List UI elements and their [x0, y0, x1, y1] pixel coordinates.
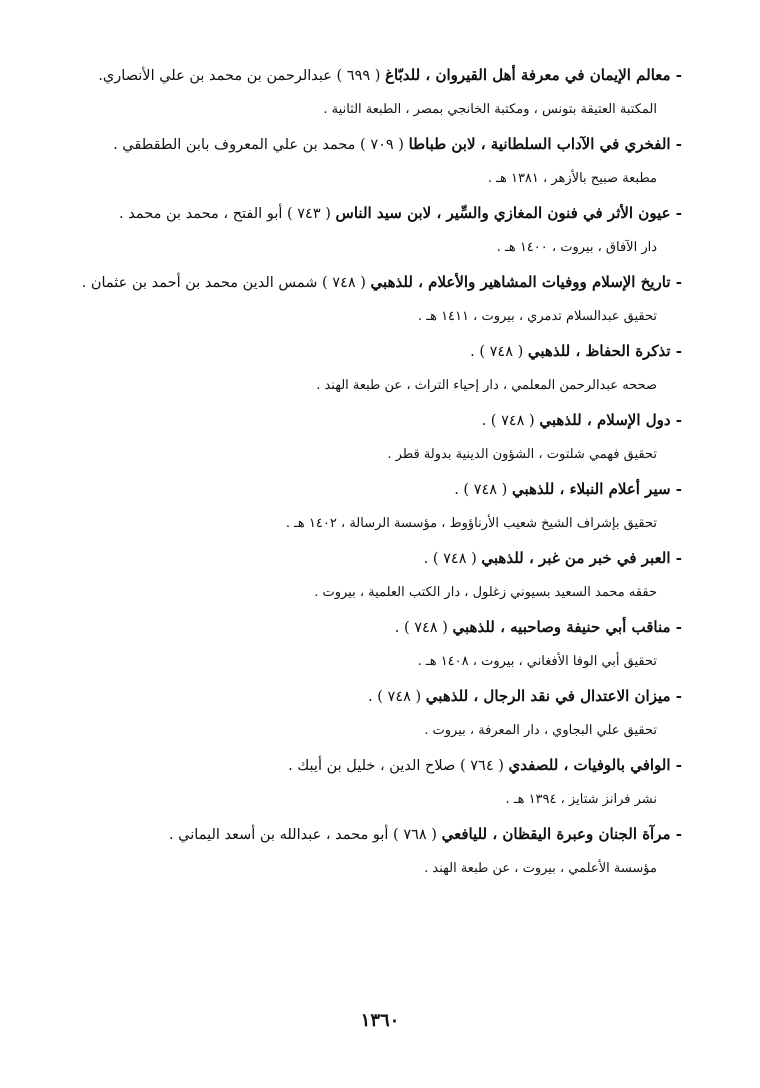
entry-details: ( ٧٦٨ ) أبو محمد ، عبدالله بن أسعد اليماني .	[168, 827, 442, 843]
entry-publication-info: تحقيق بإشراف الشيخ شعيب الأرناؤوط ، مؤسسة الرسالة ، ١٤٠٢ هـ .	[285, 516, 657, 531]
entry-details: ( ٧٤٨ ) .	[454, 482, 512, 498]
entry-title: - الوافي بالوفيات ، للصفدي	[508, 756, 682, 774]
bibliography-entry	[62, 541, 682, 610]
entry-publication-info: صححه عبدالرحمن المعلمي ، دار إحياء التراث ، عن طبعة الهند .	[316, 378, 657, 393]
bibliography-entry	[62, 748, 682, 817]
entry-main-line	[62, 265, 682, 299]
bibliography-entry	[62, 679, 682, 748]
entry-title: - تاريخ الإسلام ووفيات المشاهير والأعلام ، للذهبي	[370, 273, 682, 291]
entry-publication-info: دار الآفاق ، بيروت ، ١٤٠٠ هـ .	[496, 240, 657, 255]
bibliography-entry	[62, 817, 682, 886]
page-number: ١٣٦٠	[360, 1010, 400, 1031]
entry-title: - معالم الإيمان في معرفة أهل القيروان ، للدبّاغ	[385, 66, 682, 84]
entry-details: ( ٧٦٤ ) صلاح الدين ، خليل بن أيبك .	[288, 758, 509, 774]
entry-title: - تذكرة الحفاظ ، للذهبي	[527, 342, 682, 360]
entry-details: ( ٧٤٨ ) .	[481, 413, 540, 429]
entry-title: - مناقب أبي حنيفة وصاحبيه ، للذهبي	[452, 618, 682, 636]
bibliography-entry	[62, 472, 682, 541]
bibliography-entry	[62, 196, 682, 265]
entry-main-line	[62, 334, 682, 368]
entry-publication-info: تحقيق فهمي شلتوت ، الشؤون الدينية بدولة قطر .	[387, 447, 657, 462]
entry-main-line	[62, 679, 682, 713]
entry-main-line	[62, 748, 682, 782]
entry-publication-info: حققه محمد السعيد بسيوني زغلول ، دار الكتب العلمية ، بيروت .	[314, 585, 657, 600]
entry-main-line	[62, 541, 682, 575]
entry-details: ( ٧٤٨ ) شمس الدين محمد بن أحمد بن عثمان .	[81, 275, 371, 291]
entry-main-line	[62, 403, 682, 437]
entry-details: ( ٧٤٨ ) .	[423, 551, 482, 567]
entry-main-line	[62, 58, 682, 92]
entry-main-line	[62, 472, 682, 506]
entry-main-line	[62, 196, 682, 230]
entry-details: ( ٧٤٨ ) .	[394, 620, 453, 636]
entry-title: - مرآة الجنان وعبرة اليقظان ، لليافعي	[441, 825, 682, 843]
bibliography-entry	[62, 265, 682, 334]
entry-details: ( ٧٤٨ ) .	[470, 344, 528, 360]
entry-details: ( ٧٤٣ ) أبو الفتح ، محمد بن محمد .	[119, 206, 336, 222]
entry-publication-info: المكتبة العتيقة بتونس ، ومكتبة الخانجي بمصر ، الطبعة الثانية .	[323, 102, 657, 117]
bibliography-entry	[62, 58, 682, 127]
entry-details: ( ٧٠٩ ) محمد بن علي المعروف بابن الطقطقي .	[113, 137, 409, 153]
entry-details: ( ٦٩٩ ) عبدالرحمن بن محمد بن علي الأنصاري.	[98, 68, 386, 84]
entry-publication-info: مطبعة صبيح بالأزهر ، ١٣٨١ هـ .	[487, 171, 657, 186]
entry-publication-info: مؤسسة الأعلمي ، بيروت ، عن طبعة الهند .	[424, 861, 657, 876]
entry-title: - العبر في خبر من غبر ، للذهبي	[481, 549, 682, 567]
bibliography-entry	[62, 127, 682, 196]
bibliography-entry	[62, 610, 682, 679]
entry-title: - ميزان الاعتدال في نقد الرجال ، للذهبي	[425, 687, 682, 705]
bibliography-list	[62, 58, 682, 886]
entry-main-line	[62, 817, 682, 851]
entry-publication-info: تحقيق أبي الوفا الأفغاني ، بيروت ، ١٤٠٨ هـ .	[417, 654, 657, 669]
entry-title: - عيون الأثر في فنون المغازي والسِّير ، لابن سيد الناس	[335, 204, 682, 222]
bibliography-entry	[62, 334, 682, 403]
entry-main-line	[62, 610, 682, 644]
entry-details: ( ٧٤٨ ) .	[368, 689, 426, 705]
bibliography-entry	[62, 403, 682, 472]
entry-publication-info: نشر فرانز شتايز ، ١٣٩٤ هـ .	[505, 792, 657, 807]
entry-publication-info: تحقيق علي البجاوي ، دار المعرفة ، بيروت .	[424, 723, 657, 738]
entry-main-line	[62, 127, 682, 161]
entry-title: - دول الإسلام ، للذهبي	[539, 411, 682, 429]
entry-publication-info: تحقيق عبدالسلام تدمري ، بيروت ، ١٤١١ هـ .	[418, 309, 657, 324]
entry-title: - سير أعلام النبلاء ، للذهبي	[511, 480, 682, 498]
entry-title: - الفخري في الآداب السلطانية ، لابن طباطا	[408, 135, 682, 153]
